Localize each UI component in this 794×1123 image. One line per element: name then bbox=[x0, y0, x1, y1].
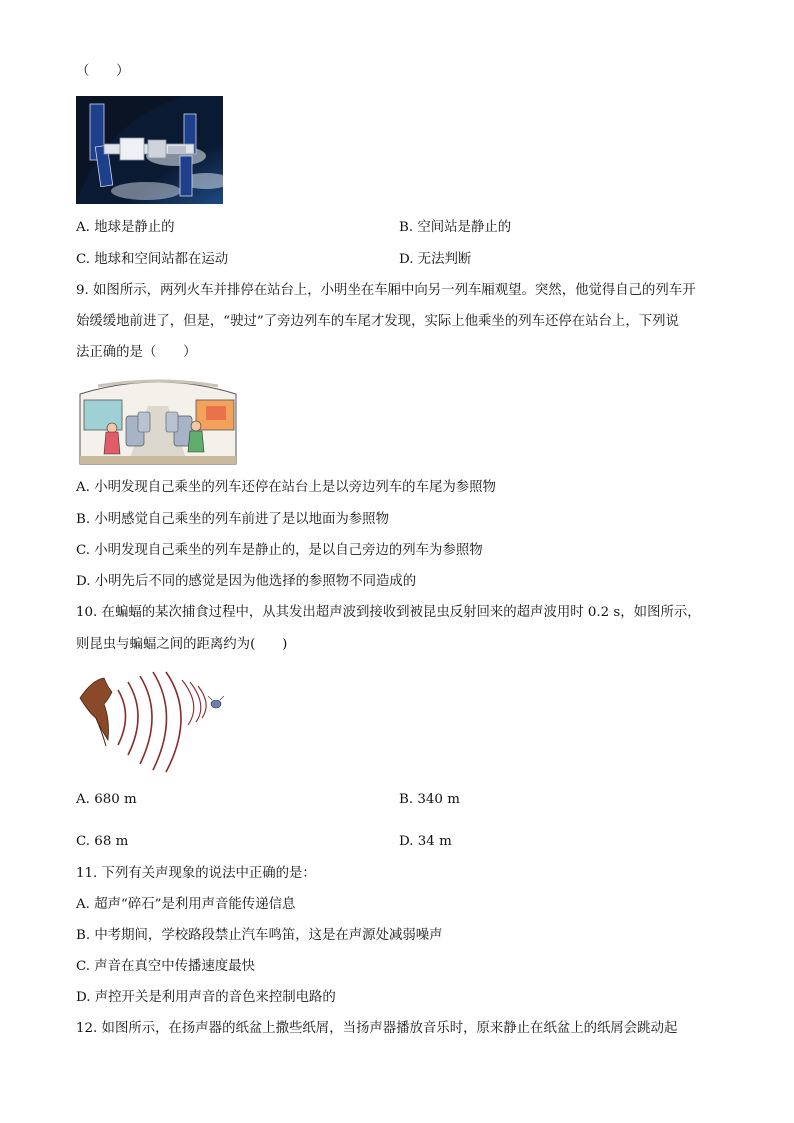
q9-option-d: D. 小明先后不同的感觉是因为他选择的参照物不同造成的 bbox=[76, 574, 417, 589]
q9-stem-line-1: 9. 如图所示，两列火车并排停在站台上，小明坐在车厢中向另一列车厢观望。突然，他觉得自己的列车开 bbox=[76, 283, 696, 298]
q8-option-b: B. 空间站是静止的 bbox=[399, 220, 512, 235]
q11-stem: 11. 下列有关声现象的说法中正确的是： bbox=[76, 866, 316, 881]
q12-stem: 12. 如图所示，在扬声器的纸盆上撒些纸屑，当扬声器播放音乐时，原来静止在纸盆上的纸屑会跳动起 bbox=[76, 1021, 678, 1036]
q10-option-a: A. 680 m bbox=[76, 792, 137, 807]
q9-stem-line-3: 法正确的是（ ） bbox=[76, 345, 197, 360]
q9-option-a: A. 小明发现自己乘坐的列车还停在站台上是以旁边列车的车尾为参照物 bbox=[76, 480, 496, 495]
q8-stem-tail: （ ） bbox=[76, 64, 130, 79]
q9-option-b: B. 小明感觉自己乘坐的列车前进了是以地面为参照物 bbox=[76, 512, 389, 527]
q11-option-b: B. 中考期间，学校路段禁止汽车鸣笛，这是在声源处减弱噪声 bbox=[76, 928, 443, 943]
q11-option-a: A. 超声“碎石”是利用声音能传递信息 bbox=[76, 897, 296, 912]
q9-train-figure bbox=[78, 376, 238, 466]
space-station-image bbox=[76, 96, 223, 204]
q8-option-d: D. 无法判断 bbox=[399, 252, 472, 267]
bat-ultrasound-image bbox=[78, 670, 228, 774]
q10-stem-line-2: 则昆虫与蝙蝠之间的距离约为( ) bbox=[76, 637, 288, 652]
q10-stem-line-1: 10. 在蝙蝠的某次捕食过程中，从其发出超声波到接收到被昆虫反射回来的超声波用时 0.2 s，如图所示， bbox=[76, 605, 701, 620]
q10-option-d: D. 34 m bbox=[399, 834, 452, 849]
q8-option-c: C. 地球和空间站都在运动 bbox=[76, 252, 229, 267]
q9-option-c: C. 小明发现自己乘坐的列车是静止的，是以自己旁边的列车为参照物 bbox=[76, 543, 483, 558]
q9-stem-line-2: 始缓缓地前进了，但是，“驶过”了旁边列车的车尾才发现，实际上他乘坐的列车还停在站台上，下列说 bbox=[76, 314, 679, 329]
q10-bat-figure bbox=[78, 670, 228, 774]
q10-option-c: C. 68 m bbox=[76, 834, 129, 849]
q10-option-b: B. 340 m bbox=[399, 792, 460, 807]
q11-option-d: D. 声控开关是利用声音的音色来控制电路的 bbox=[76, 990, 336, 1005]
q8-option-a: A. 地球是静止的 bbox=[76, 220, 175, 235]
q8-space-station-figure bbox=[76, 96, 223, 204]
q11-option-c: C. 声音在真空中传播速度最快 bbox=[76, 959, 255, 974]
train-carriage-image bbox=[78, 376, 238, 466]
